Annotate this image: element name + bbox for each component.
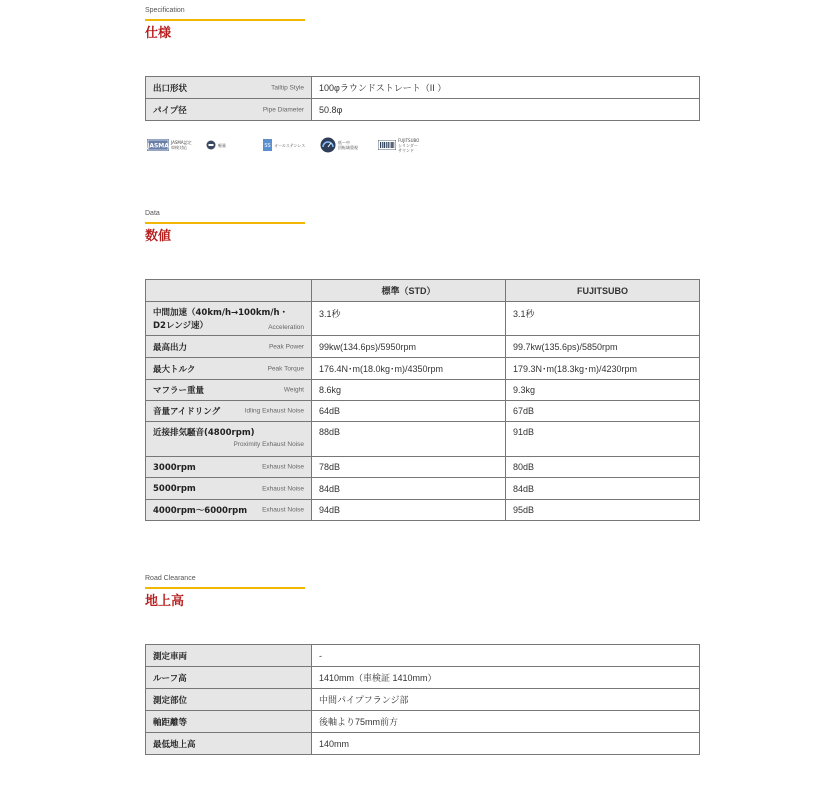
data-label-en: Acceleration bbox=[268, 324, 304, 331]
std-value-cell: 94dB bbox=[312, 500, 506, 521]
data-label-jp: 3000rpm bbox=[153, 462, 196, 473]
badge-text: 回転域重視 bbox=[338, 145, 358, 150]
steel-badge bbox=[263, 136, 305, 154]
svg-text:JASMA: JASMA bbox=[147, 142, 169, 150]
spec-label-cell bbox=[146, 77, 312, 99]
clearance-label-cell bbox=[146, 689, 312, 711]
spec-label-jp: パイプ径 bbox=[153, 105, 187, 116]
header-empty-cell bbox=[146, 280, 312, 302]
table-row bbox=[146, 645, 700, 667]
data-table-wrap bbox=[145, 279, 700, 521]
data-label-jp: 最大トルク bbox=[153, 364, 196, 375]
spec-table bbox=[145, 76, 700, 121]
fujitsubo-value-cell: 84dB bbox=[506, 478, 700, 500]
table-row bbox=[146, 401, 700, 422]
data-label-cell bbox=[146, 380, 312, 401]
table-row bbox=[146, 380, 700, 401]
badge-text: 車検対応 bbox=[171, 145, 187, 150]
spec-value-cell: 50.8φ bbox=[312, 99, 700, 121]
badge-text: オールステンレス bbox=[274, 142, 306, 148]
fujitsubo-value-cell: 99.7kw(135.6ps)/5850rpm bbox=[506, 336, 700, 358]
data-label-en: Proximity Exhaust Noise bbox=[233, 441, 304, 448]
clearance-table-wrap bbox=[145, 644, 700, 755]
data-table bbox=[145, 279, 700, 521]
data-label-en: Exhaust Noise bbox=[262, 463, 304, 471]
clearance-value-cell: 1410mm（車検証 1410mm） bbox=[312, 667, 700, 689]
data-label-jp: 音量アイドリング bbox=[153, 407, 221, 417]
feature-badges bbox=[147, 136, 437, 154]
badge-text: 軽量 bbox=[218, 142, 226, 148]
clearance-value-cell: - bbox=[312, 645, 700, 667]
fujitsubo-value-cell: 3.1秒 bbox=[506, 302, 700, 336]
column-header-fujitsubo: FUJITSUBO bbox=[506, 280, 700, 302]
table-row bbox=[146, 500, 700, 521]
fujitsubo-value-cell: 67dB bbox=[506, 401, 700, 422]
table-row bbox=[146, 711, 700, 733]
column-header-std: 標準（STD） bbox=[312, 280, 506, 302]
spec-section-underline bbox=[145, 19, 305, 21]
spec-table-wrap bbox=[145, 76, 700, 121]
barcode-badge bbox=[378, 136, 419, 154]
round-badge bbox=[206, 136, 226, 154]
svg-text:SS: SS bbox=[264, 143, 271, 149]
data-label-jp: マフラー重量 bbox=[153, 386, 205, 396]
table-row bbox=[146, 422, 700, 457]
clearance-label: 最低地上高 bbox=[153, 739, 196, 750]
barcode-badge-icon bbox=[378, 140, 396, 150]
data-label-cell bbox=[146, 401, 312, 422]
spec-section-label-en: Specification bbox=[145, 7, 185, 14]
jasma-badge bbox=[147, 136, 192, 154]
data-label-cell bbox=[146, 422, 312, 457]
data-label-en: Weight bbox=[283, 386, 304, 394]
data-label-cell bbox=[146, 457, 312, 478]
clearance-label-cell bbox=[146, 733, 312, 755]
table-header-row bbox=[146, 280, 700, 302]
std-value-cell: 64dB bbox=[312, 401, 506, 422]
table-row bbox=[146, 99, 700, 121]
fujitsubo-value-cell: 80dB bbox=[506, 457, 700, 478]
table-row bbox=[146, 733, 700, 755]
std-value-cell: 8.6kg bbox=[312, 380, 506, 401]
badge-text: JASMA認定 bbox=[171, 140, 192, 145]
badge-text: シリンダー bbox=[398, 142, 418, 148]
std-value-cell: 78dB bbox=[312, 457, 506, 478]
table-row bbox=[146, 336, 700, 358]
clearance-label-cell bbox=[146, 711, 312, 733]
clearance-label: 軸距離等 bbox=[153, 717, 188, 728]
clearance-label-cell bbox=[146, 667, 312, 689]
steel-badge-icon bbox=[263, 139, 272, 151]
std-value-cell: 88dB bbox=[312, 422, 506, 457]
data-label-en: Exhaust Noise bbox=[262, 506, 304, 514]
badge-text: 低～中 bbox=[338, 140, 350, 145]
table-row bbox=[146, 358, 700, 380]
fujitsubo-value-cell: 179.3N･m(18.3kg･m)/4230rpm bbox=[506, 358, 700, 380]
data-section-title: 数値 bbox=[145, 229, 172, 244]
data-section bbox=[145, 209, 700, 245]
data-label-cell bbox=[146, 358, 312, 380]
table-row bbox=[146, 302, 700, 336]
clearance-label-cell bbox=[146, 645, 312, 667]
spec-label-jp: 出口形状 bbox=[153, 83, 188, 94]
clearance-section-underline bbox=[145, 587, 305, 589]
clearance-section-title: 地上高 bbox=[145, 594, 185, 609]
table-row bbox=[146, 478, 700, 500]
clearance-value-cell: 後軸より75mm前方 bbox=[312, 711, 700, 733]
badge-text: サウンド bbox=[398, 147, 414, 153]
clearance-label: ルーフ高 bbox=[153, 673, 187, 684]
round-badge-icon bbox=[206, 140, 216, 150]
data-section-label-en: Data bbox=[145, 210, 160, 217]
std-value-cell: 84dB bbox=[312, 478, 506, 500]
clearance-value-cell: 140mm bbox=[312, 733, 700, 755]
clearance-table bbox=[145, 644, 700, 755]
data-label-en: Exhaust Noise bbox=[262, 485, 304, 492]
std-value-cell: 3.1秒 bbox=[312, 302, 506, 336]
clearance-section-label-en: Road Clearance bbox=[145, 575, 196, 582]
fujitsubo-value-cell: 91dB bbox=[506, 422, 700, 457]
std-value-cell: 176.4N･m(18.0kg･m)/4350rpm bbox=[312, 358, 506, 380]
spec-section-title: 仕様 bbox=[145, 26, 172, 41]
data-label-jp: 4000rpm～6000rpm bbox=[153, 506, 248, 516]
data-label-en: Idling Exhaust Noise bbox=[244, 407, 304, 415]
table-row bbox=[146, 457, 700, 478]
spec-section bbox=[145, 6, 700, 42]
clearance-label: 測定車両 bbox=[153, 651, 188, 662]
performance-badge-icon bbox=[320, 137, 336, 153]
spec-label-cell bbox=[146, 99, 312, 121]
data-label-jp: 中間加速（40km/h→100km/h・D2レンジ速） bbox=[153, 308, 289, 331]
data-label-cell bbox=[146, 302, 312, 336]
data-label-cell bbox=[146, 478, 312, 500]
fujitsubo-value-cell: 9.3kg bbox=[506, 380, 700, 401]
std-value-cell: 99kw(134.6ps)/5950rpm bbox=[312, 336, 506, 358]
clearance-value-cell: 中間パイプフランジ部 bbox=[312, 689, 700, 711]
table-row bbox=[146, 667, 700, 689]
data-section-underline bbox=[145, 222, 305, 224]
table-row bbox=[146, 77, 700, 99]
clearance-label: 測定部位 bbox=[153, 695, 188, 706]
data-label-jp: 最高出力 bbox=[153, 342, 188, 353]
table-row bbox=[146, 689, 700, 711]
spec-label-en: Tailtip Style bbox=[271, 84, 304, 91]
data-label-cell bbox=[146, 336, 312, 358]
badge-text: FUJITSUBO bbox=[398, 137, 420, 143]
spec-label-en: Pipe Diameter bbox=[262, 106, 304, 113]
data-label-en: Peak Torque bbox=[267, 365, 304, 372]
data-label-cell bbox=[146, 500, 312, 521]
data-label-jp: 5000rpm bbox=[153, 484, 196, 494]
fujitsubo-value-cell: 95dB bbox=[506, 500, 700, 521]
spec-value-cell: 100φラウンドストレート（II ） bbox=[312, 77, 700, 99]
clearance-section bbox=[145, 574, 700, 610]
jasma-badge-icon bbox=[147, 139, 169, 151]
performance-badge bbox=[320, 136, 358, 154]
data-label-jp: 近接排気騒音(4800rpm) bbox=[153, 428, 255, 438]
data-label-en: Peak Power bbox=[268, 343, 304, 350]
